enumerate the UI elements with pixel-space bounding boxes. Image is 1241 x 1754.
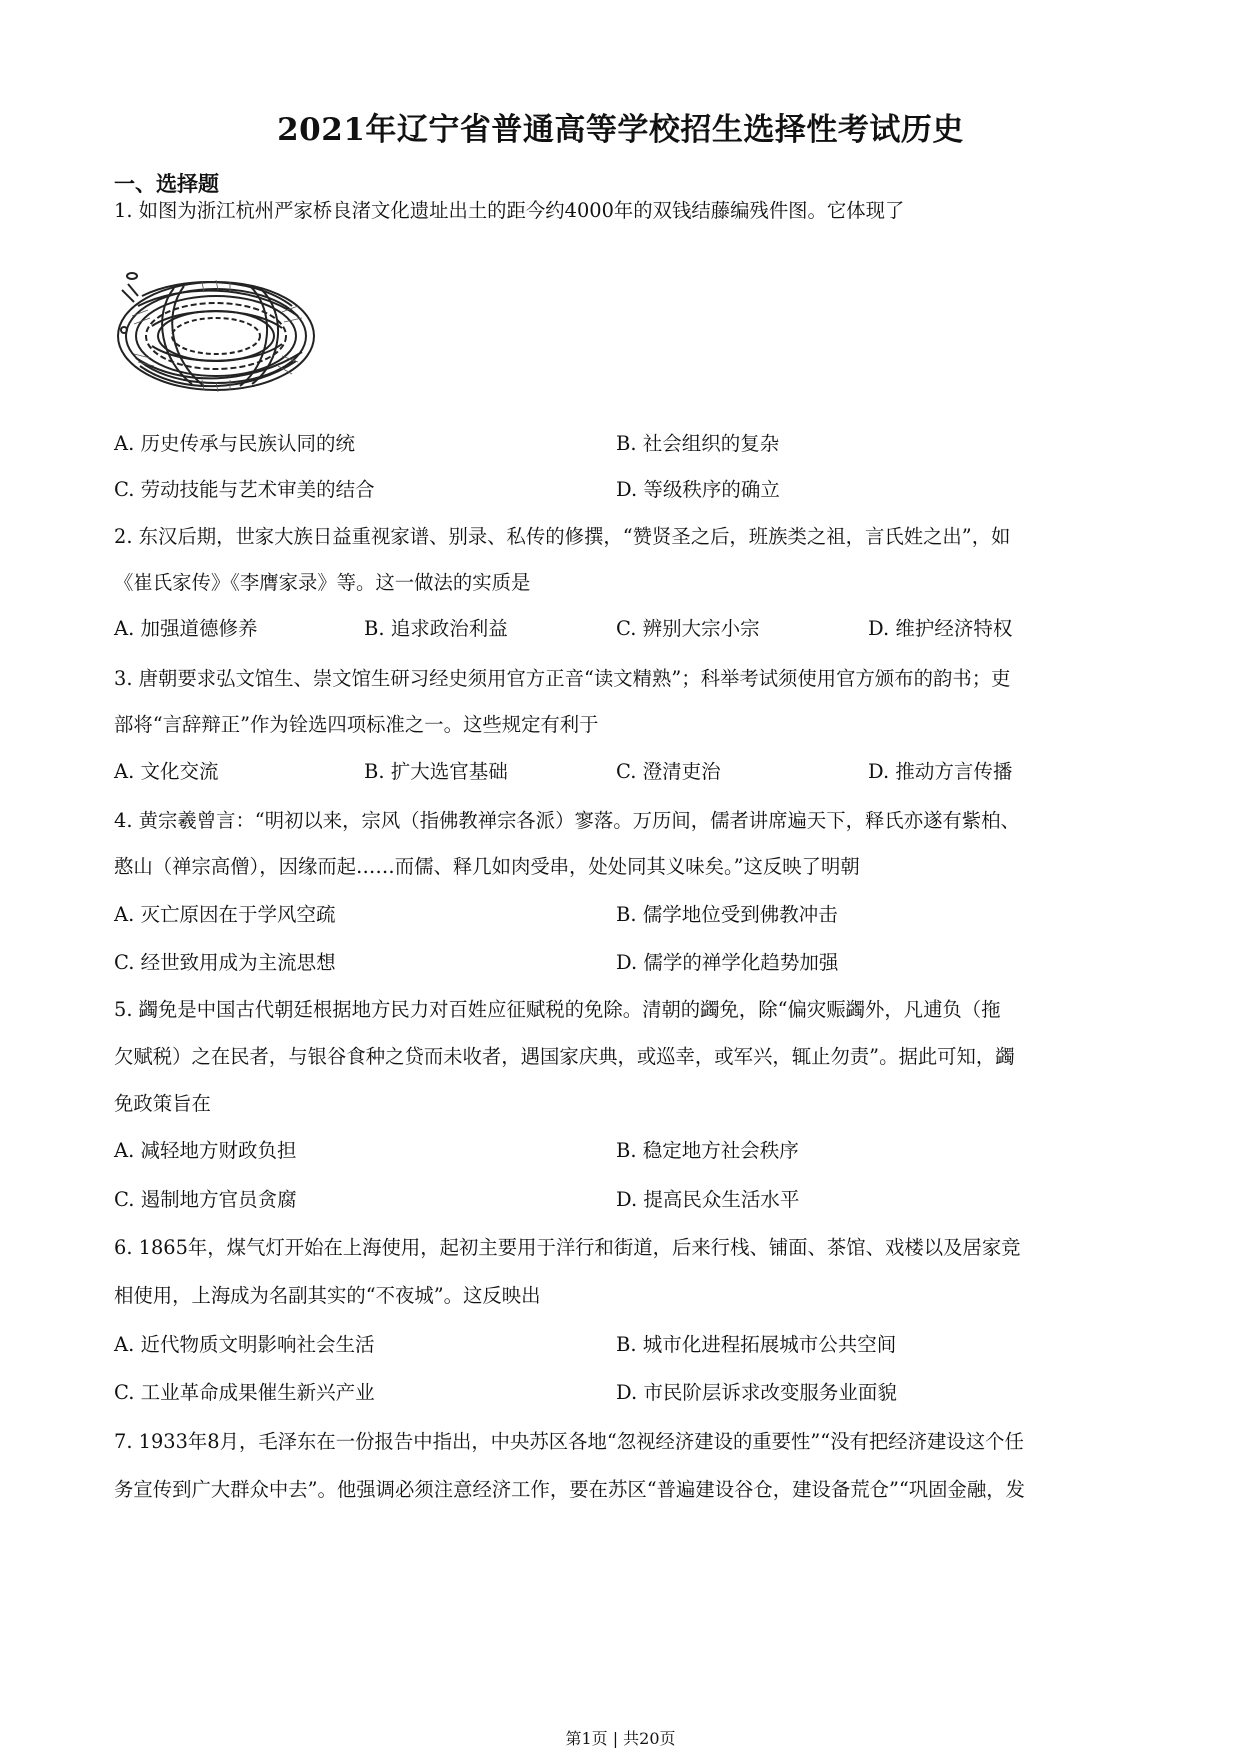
q3-option-b: B. 扩大选官基础 [364, 760, 508, 783]
q3-stem-line1: 3. 唐朝要求弘文馆生、崇文馆生研习经史须用官方正音“读文精熟”；科举考试须使用官方颁布的韵书；吏 [114, 667, 1011, 690]
q5-stem-line3: 免政策旨在 [114, 1092, 211, 1115]
q5-option-a: A. 减轻地方财政负担 [114, 1139, 297, 1162]
q6-option-d: D. 市民阶层诉求改变服务业面貌 [616, 1381, 897, 1404]
q5-option-c: C. 遏制地方官员贪腐 [114, 1188, 297, 1211]
q1-stem: 1. 如图为浙江杭州严家桥良渚文化遗址出土的距今约4000年的双钱结藤编残件图。它体现了 [114, 199, 905, 222]
q2-option-b: B. 追求政治利益 [364, 617, 508, 640]
q5-option-d: D. 提高民众生活水平 [616, 1188, 800, 1211]
q1-option-d: D. 等级秩序的确立 [616, 478, 780, 501]
q2-stem-line1: 2. 东汉后期，世家大族日益重视家谱、别录、私传的修撰，“赞贤圣之后，班族类之祖，言氏姓之出”，如 [114, 525, 1011, 548]
q4-stem-line1: 4. 黄宗羲曾言：“明初以来，宗风（指佛教禅宗各派）寥落。万历间，儒者讲席遍天下，释氏亦遂有紫柏、 [114, 809, 1020, 832]
q2-option-c: C. 辨别大宗小宗 [616, 617, 760, 640]
rattle-knot-illustration [112, 266, 320, 402]
q1-option-b: B. 社会组织的复杂 [616, 432, 780, 455]
q4-option-c: C. 经世致用成为主流思想 [114, 951, 336, 974]
q5-option-b: B. 稳定地方社会秩序 [616, 1139, 799, 1162]
q5-stem-line2: 欠赋税）之在民者，与银谷食种之贷而未收者，遇国家庆典，或巡幸，或军兴，辄止勿责”。据此可知，蠲 [114, 1045, 1015, 1068]
q2-option-d: D. 维护经济特权 [868, 617, 1013, 640]
q4-option-b: B. 儒学地位受到佛教冲击 [616, 903, 838, 926]
q7-stem-line1: 7. 1933年8月，毛泽东在一份报告中指出，中央苏区各地“忽视经济建设的重要性”“没有把经济建设这个任 [114, 1430, 1024, 1453]
q4-option-d: D. 儒学的禅学化趋势加强 [616, 951, 839, 974]
page-footer: 第1页 | 共20页 [565, 1729, 676, 1748]
q6-option-a: A. 近代物质文明影响社会生活 [114, 1333, 375, 1356]
q6-option-b: B. 城市化进程拓展城市公共空间 [616, 1333, 897, 1356]
q4-option-a: A. 灭亡原因在于学风空疏 [114, 903, 336, 926]
q3-option-c: C. 澄清吏治 [616, 760, 721, 783]
q3-stem-line2: 部将“言辞辩正”作为铨选四项标准之一。这些规定有利于 [114, 713, 599, 736]
q5-stem-line1: 5. 蠲免是中国古代朝廷根据地方民力对百姓应征赋税的免除。清朝的蠲免，除“偏灾赈蠲外，凡逋负（拖 [114, 998, 1001, 1021]
q4-stem-line2: 憨山（禅宗高僧），因缘而起……而儒、释几如肉受串，处处同其义味矣。”这反映了明朝 [114, 855, 860, 878]
q6-stem-line1: 6. 1865年，煤气灯开始在上海使用，起初主要用于洋行和街道，后来行栈、铺面、茶馆、戏楼以及居家竞 [114, 1236, 1021, 1259]
q3-option-a: A. 文化交流 [114, 760, 219, 783]
q6-option-c: C. 工业革命成果催生新兴产业 [114, 1381, 375, 1404]
page-title: 2021年辽宁省普通高等学校招生选择性考试历史 [277, 112, 964, 148]
q2-stem-line2: 《崔氏家传》《李膺家录》等。这一做法的实质是 [114, 571, 531, 594]
q7-stem-line2: 务宣传到广大群众中去”。他强调必须注意经济工作，要在苏区“普遍建设谷仓，建设备荒仓”“巩固金融，发 [114, 1478, 1025, 1501]
q2-option-a: A. 加强道德修养 [114, 617, 258, 640]
q6-stem-line2: 相使用，上海成为名副其实的“不夜城”。这反映出 [114, 1284, 541, 1307]
q1-option-c: C. 劳动技能与艺术审美的结合 [114, 478, 375, 501]
section-heading: 一、选择题 [114, 171, 219, 196]
q3-option-d: D. 推动方言传播 [868, 760, 1013, 783]
q1-option-a: A. 历史传承与民族认同的统 [114, 432, 355, 455]
